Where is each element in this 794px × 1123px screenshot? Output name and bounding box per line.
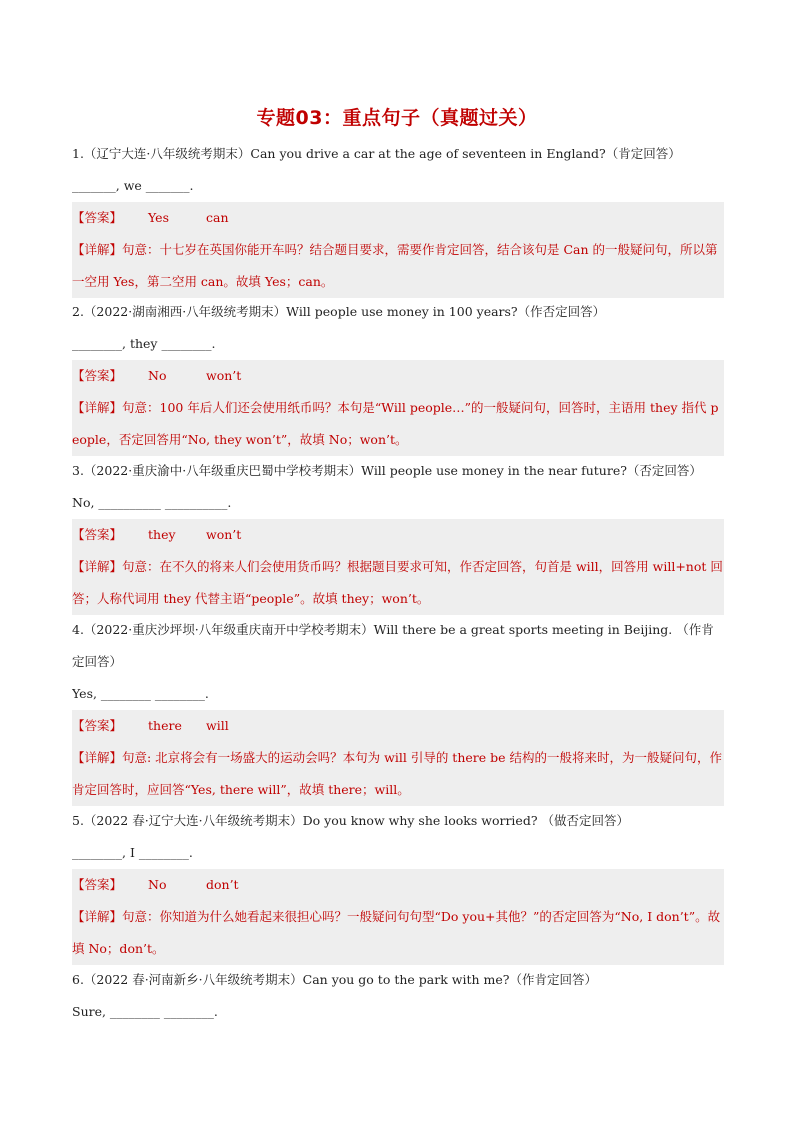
answer-detail: 【详解】句意：100 年后人们还会使用纸币吗？本句是“Will people…”的一般疑问句，回答时，主语用 they 指代 people，否定回答用“No, they won’t”，故填 No；won’t。 xyxy=(72,392,724,456)
answer-value-1: No xyxy=(148,877,167,892)
answer-blank: _______, we _______. xyxy=(72,178,194,193)
answer-value-2: will xyxy=(206,718,229,733)
question-stem: 1.（辽宁大连·八年级统考期末）Can you drive a car at the age of seventeen in England?（肯定回答） xyxy=(72,146,681,161)
question-1 xyxy=(72,138,724,298)
answer-blank: Yes, ________ ________. xyxy=(72,686,209,701)
question-5 xyxy=(72,805,724,965)
answer-value-1: Yes xyxy=(148,210,169,225)
question-stem: 3.（2022·重庆渝中·八年级重庆巴蜀中学校考期末）Will people use money in the near future?（否定回答） xyxy=(72,463,702,478)
answer-row xyxy=(72,360,724,392)
answer-blank: Sure, ________ ________. xyxy=(72,1004,218,1019)
question-3 xyxy=(72,455,724,615)
question-2 xyxy=(72,296,724,456)
answer-label: 【答案】 xyxy=(72,718,123,733)
question-6 xyxy=(72,964,724,1028)
answer-value-1: there xyxy=(148,718,182,733)
answer-label: 【答案】 xyxy=(72,368,123,383)
page-title: 专题03：重点句子（真题过关） xyxy=(256,107,538,129)
answer-label: 【答案】 xyxy=(72,527,123,542)
answer-value-2: don’t xyxy=(206,877,239,892)
question-stem: 2.（2022·湖南湘西·八年级统考期末）Will people use money in 100 years?（作否定回答） xyxy=(72,304,606,319)
question-stem: 4.（2022·重庆沙坪坝·八年级重庆南开中学校考期末）Will there be a great sports meeting in Beijing. （作肯定回答） xyxy=(72,622,714,669)
answer-label: 【答案】 xyxy=(72,210,123,225)
answer-blank: ________, I ________. xyxy=(72,845,193,860)
answer-detail: 【详解】句意: 北京将会有一场盛大的运动会吗？本句为 will 引导的 there be 结构的一般将来时，为一般疑问句，作肯定回答时，应回答“Yes, there will”，故填 there；will。 xyxy=(72,742,724,806)
answer-value-2: can xyxy=(206,210,229,225)
answer-row xyxy=(72,519,724,551)
question-4 xyxy=(72,614,724,806)
answer-blank: No, __________ __________. xyxy=(72,495,232,510)
answer-value-2: won’t xyxy=(206,527,242,542)
answer-detail: 【详解】句意：在不久的将来人们会使用货币吗？根据题目要求可知，作否定回答，句首是 will，回答用 will+not 回答；人称代词用 they 代替主语“people”。故填 they；won’t。 xyxy=(72,551,724,615)
question-stem: 6.（2022 春·河南新乡·八年级统考期末）Can you go to the park with me?（作肯定回答） xyxy=(72,972,597,987)
answer-detail: 【详解】句意：十七岁在英国你能开车吗？结合题目要求，需要作肯定回答，结合该句是 Can 的一般疑问句，所以第一空用 Yes，第二空用 can。故填 Yes；can。 xyxy=(72,234,724,298)
answer-row xyxy=(72,202,724,234)
answer-blank: ________, they ________. xyxy=(72,336,216,351)
answer-label: 【答案】 xyxy=(72,877,123,892)
answer-detail: 【详解】句意：你知道为什么她看起来很担心吗？一般疑问句句型“Do you+其他？”的否定回答为“No, I don’t”。故填 No；don’t。 xyxy=(72,901,724,965)
answer-value-1: No xyxy=(148,368,167,383)
answer-row xyxy=(72,710,724,742)
question-stem: 5.（2022 春·辽宁大连·八年级统考期末）Do you know why she looks worried? （做否定回答） xyxy=(72,813,629,828)
answer-row xyxy=(72,869,724,901)
answer-value-1: they xyxy=(148,527,176,542)
answer-value-2: won’t xyxy=(206,368,242,383)
